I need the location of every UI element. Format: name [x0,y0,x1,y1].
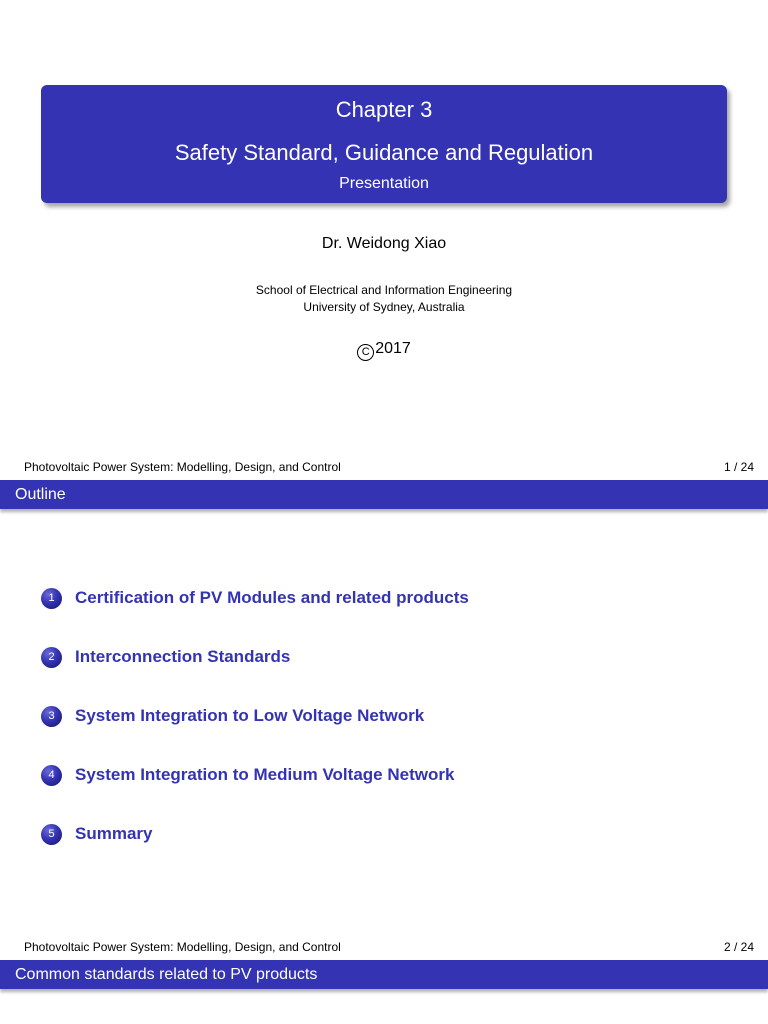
copyright-year: 2017 [375,340,411,357]
outline-item-label[interactable]: Interconnection Standards [75,647,291,666]
outline-item-label[interactable]: Certification of PV Modules and related products [75,588,469,607]
item-number-badge: 4 [41,765,62,786]
page-number: 2 / 24 [723,940,754,954]
item-number-badge: 3 [41,706,62,727]
item-number-badge: 1 [41,588,62,609]
item-number-badge: 2 [41,647,62,668]
outline-item-label[interactable]: Summary [75,824,153,843]
presentation-label: Presentation [339,175,429,192]
item-number-badge: 5 [41,824,62,845]
slide-outline [0,480,768,960]
outline-item-label[interactable]: System Integration to Low Voltage Network [75,706,425,725]
institute-line-1: School of Electrical and Information Engineering [255,283,513,297]
author-name: Dr. Weidong Xiao [321,235,447,252]
slide-common-standards [0,960,768,1024]
outline-item-label[interactable]: System Integration to Medium Voltage Network [75,765,455,784]
footer-title: Photovoltaic Power System: Modelling, Design, and Control [24,940,341,954]
slide-title-page [0,0,768,480]
slide-footer [0,460,768,474]
copyright-icon: C [357,344,374,361]
institute-line-2: University of Sydney, Australia [303,300,465,314]
chapter-title: Chapter 3 [335,97,433,122]
title-block [41,85,727,203]
slide-subtitle: Safety Standard, Guidance and Regulation [174,140,594,165]
frame-title: Common standards related to PV products [0,960,768,989]
frame-title: Outline [0,480,768,509]
slide-footer [0,940,768,954]
footer-title: Photovoltaic Power System: Modelling, Design, and Control [24,460,341,474]
copyright [0,340,768,361]
page-number: 1 / 24 [723,460,754,474]
